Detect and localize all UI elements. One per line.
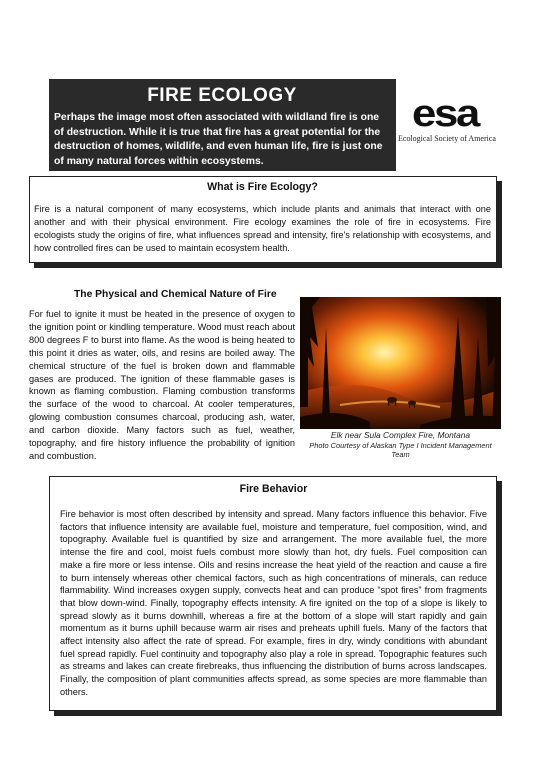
photo-caption-line1: Elk near Sula Complex Fire, Montana xyxy=(330,430,471,440)
photo-caption-line2: Photo Courtesy of Alaskan Type I Incident Management Team xyxy=(309,440,492,460)
fire-photo-image xyxy=(300,297,501,429)
fire-behavior-title: Fire Behavior xyxy=(239,483,308,495)
fire-photo xyxy=(300,297,501,429)
physical-chemical-body: For fuel to ignite it must be heated in the presence of oxygen to the ignition point or kindling temperature. Wood must reach about 800 degrees F to burst into flame. As the wood is being heated to this point it dries as water, oils, and resins are boiled away. The chemical structure of the fuel is broken down and flammable gases are produced. The ignition of these flammable gases is known as flaming combustion. Flaming combustion transforms the surface of the wood to charcoal. At cooler temperatures, glowing combustion consumes charcoal, producing ash, water, and carbon dioxide. Many factors such as fuel, weather, topography, and fire history influence the probability of ignition and combustion. xyxy=(29,309,295,461)
intro-text: Perhaps the image most often associated with wildland fire is one of destruction. While it is true that fire has a great potential for the destruction of homes, wildlife, and even human life, fire is just one of many natural forces within ecosystems. xyxy=(54,112,383,167)
logo-mark: esa xyxy=(412,93,479,135)
esa-logo xyxy=(398,95,503,143)
page-title: FIRE ECOLOGY xyxy=(147,85,297,106)
physical-chemical-title: The Physical and Chemical Nature of Fire xyxy=(74,289,277,300)
photo-caption xyxy=(300,431,501,460)
fire-behavior-body: Fire behavior is most often described by intensity and spread. Many factors influence this behavior. Five factors that influence intensity are available fuel, moisture and temperature, fuel composition, wind, and topography. Available fuel is quantified by size and arrangement. The more available fuel, the more intense the fire and cool, moist fuels combust more slowly than hot, dry fuels. Fuel composition can make a fire more or less intense. Oils and resins increase the heat yield of the reaction and cause a fire to burn intensely whereas other chemical factors, such as high concentrations of minerals, can reduce flammability. Wind increases oxygen supply, convects heat and can produce “spot fires” from fragments that blow down-wind. Finally, topography effects intensity. A fire ignited on the top of a slope is likely to spread slowly as it burns downhill, whereas a fire at the bottom of a slope will start rapidly and gain momentum as it burns uphill because warm air rises and preheats uphill fuels. Many of the factors that affect intensity also affect the rate of spread. For example, fires in dry, windy conditions with abundant fuel spread rapidly. Fuel continuity and topography also play a role in spread. Topographic features such as streams and lakes can create firebreaks, thus influencing the distribution of burns across landscapes. Finally, the composition of plant communities affects spread, as some species are more flammable than others. xyxy=(60,509,487,697)
what-is-title: What is Fire Ecology? xyxy=(207,181,318,193)
what-is-fire-ecology-box xyxy=(29,176,497,263)
what-is-body: Fire is a natural component of many ecosystems, which include plants and animals that interact with one another and with their physical environment. Fire ecology examines the role of fire in ecosystems. Fire ecologists study the origins of fire, what influences spread and intensity, fire's relationship with ecosystems, and how controlled fires can be used to maintain ecosystem health. xyxy=(34,204,491,253)
fire-behavior-box xyxy=(49,476,497,711)
header-banner xyxy=(49,79,396,171)
logo-caption: Ecological Society of America xyxy=(398,134,496,143)
